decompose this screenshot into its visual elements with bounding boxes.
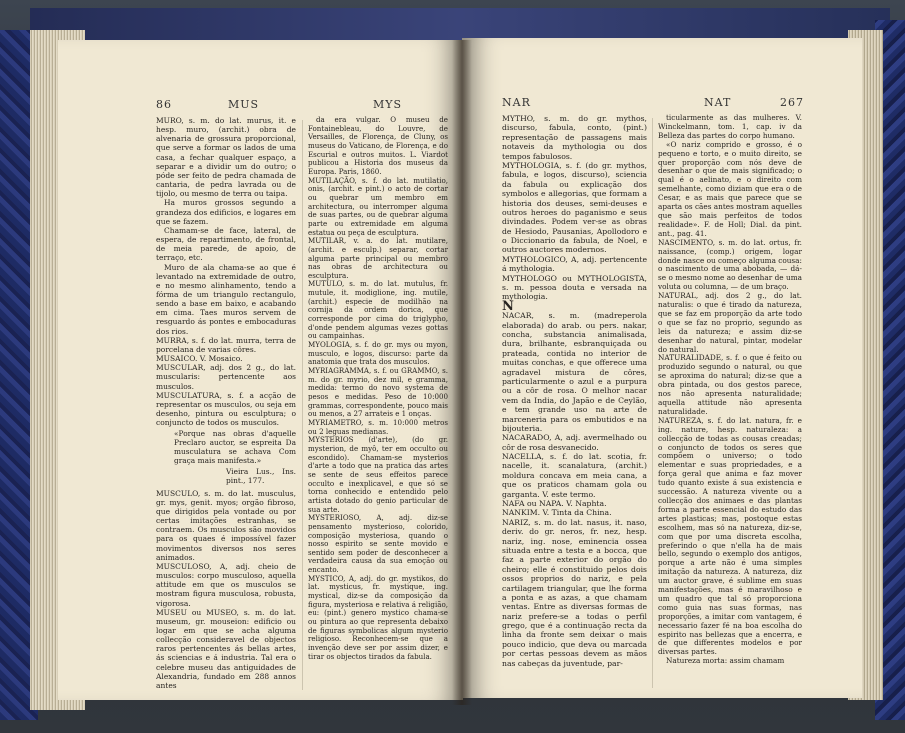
dictionary-entry: MYRIAMETRO, s. m. 10:000 metros ou 2 leguas medianas. — [308, 417, 448, 436]
paragraph: ticularmente as das mulheres. V. Winckelmann, tom. 1, cap. iv da Belleza das partes do corpo humano. — [658, 114, 802, 140]
paragraph: Ha muros grossos segundo a grandeza dos edificios, e logares em que se fazem. — [156, 198, 296, 226]
paragraph: Muro de ala chama-se ao que é levantado na extremidade de outro, e no mesmo alinhamento, tendo a fórma de um triangulo rectangulo, sendo a base em baixo, e acabando em cima. Taes muros servem de resguardo ás pontes e embocaduras dos rios. — [156, 262, 296, 336]
dictionary-entry: NACAR, s. m. (madreperola elaborada) do arab. ou pers. nakar, concha, substancia animalisada, dura, brilhante, esbranquiçada ou prateada, contida no interior de muitas conchas, e que offerece uma agradavel mistura de côres, particularmente o azul e a purpura ou a côr de rosa. O melhor nacar vem da India, do Japão e de Ceylão, e tem grande uso na arte de marceneria para os embutidos e na bijouteria. — [502, 311, 647, 433]
dictionary-entry: MYTHOLOGICO, A, adj. pertencente á mythologia. — [502, 254, 647, 274]
dictionary-entry: NATURAL, adj. dos 2 g., do lat. naturalis: o que é tirado da natureza, que se faz em proporção da arte todo o que se faz no proprio, segundo as leis da natureza; e assim diz-se desenhar do natural, pintar, modelar do natural. — [658, 291, 802, 354]
paragraph: «O nariz comprido e grosso, é o pequeno e torto, e o muito direito, se quer proporção com nós deve de desenhar o que de mais significado; o qual é o aelinato, e o direito com semelhante, como diziam que era o de Cesar, e as mais que parece que se aparta os cães antes mostram aquelles que são mais perfeitos de todos realidade». F. de Holl; Dial. da pint. ant., pag. 41. — [658, 139, 802, 238]
dictionary-entry: MUSCULO, s. m. do lat. musculus, gr. mys, genit. myos; orgão fibroso, que dirigidos pela vontade ou por certas imitações estranhas, se contraem. Os musculos são movidos para os quaes é impossível fazer movimentos diversos nos seres animados. — [156, 488, 296, 562]
left-page-number: 86 — [156, 98, 172, 111]
right-column-1 — [502, 114, 647, 668]
column-divider — [302, 120, 303, 690]
paragraph: Natureza morta: assim chamam — [666, 656, 785, 666]
paragraph: Chamam-se de face, lateral, de espera, de repartimento, de frontal, de meia parede, de apoio, de terraço, etc. — [156, 225, 296, 263]
dictionary-entry: NANKIM. V. Tinta da China. — [502, 508, 612, 518]
right-header-word-2: NAT — [704, 96, 732, 109]
left-column-1 — [156, 116, 296, 690]
right-page-number: 267 — [780, 96, 804, 109]
dictionary-entry: MYOLOGIA, s. f. do gr. mys ou myon, musculo, e logos, discurso: parte da anatomia que trata dos musculos. — [308, 340, 448, 367]
dictionary-entry: MUSCULATURA, s. f. a acção de representar os musculos, ou seja em desenho, pintura ou esculptura; o conjuncto de todos os musculos. — [156, 390, 296, 428]
paragraph: da era vulgar. O museu de Fontainebleau, do Louvre, de Versailles, de Florença, de Cluny, os museus do Vaticano, de Florença, e do Escurial e outros muitos. L. Viardot publicou a Historia dos museus da Europa. Paris, 1860. — [308, 116, 448, 176]
dictionary-entry: NAFA ou NAPA. V. Naphta. — [502, 499, 607, 509]
right-header-word-1: NAR — [502, 96, 531, 109]
quotation: «Porque nas obras d'aquelle Preclaro auctor, se espreita Da musculatura se achava Com graça mais manifesta.» — [174, 429, 296, 466]
dictionary-entry: MUSCULAR, adj. dos 2 g., do lat. muscularis: pertencente aos musculos. — [156, 363, 296, 391]
right-column-2 — [658, 114, 802, 666]
left-column-2 — [308, 116, 448, 661]
quotation-source: Vieira Lus., Ins. pint., 177. — [226, 467, 296, 486]
dictionary-entry: MUSAICO. V. Mosaico. — [156, 354, 243, 364]
right-page — [462, 38, 862, 698]
dictionary-entry: NARIZ, s. m. do lat. nasus, it. naso, deriv. do gr. neros, fr. nez, hesp. nariz, ing. nose, eminencia ossea situada entre a testa e a bocca, que faz a parte exterior do orgão do cheiro; elle é constituido pelos dois ossos proprios do nariz, e pela cartilagem triangular, que lhe forma a ponta e as azas, a que chamam ventas. Entre as diversas formas de nariz prefere-se a todas o perfil grego, que é a continuação recta da linha da fronte sem deixar o mais pouco indicio, que deva ou marcada por certas pessoas devem as mãos nas cabeças da juventude, par- — [502, 517, 647, 668]
dictionary-entry: MYSTERIOS (d'arte), (do gr. mysterion, de myô, ter em occulto ou escondido). Chamam-se mysterios d'arte a todo que na pratica das artes se sente de seus effeitos parece occulto e inexplicavel, e que só se torna conhecido e entendido pelo artista dotado do genio particular de sua arte. — [308, 435, 448, 514]
dictionary-entry: MYRIAGRAMMA, s. f. ou GRAMMO, s. m. do gr. myrio, dez mil, e gramma, medida: termo do novo systema de pesos e medidas. Peso de 10:000 grammas, correspondente, pouco mais ou menos, a 27 arrateis e 1 onças. — [308, 366, 448, 419]
column-divider — [652, 118, 653, 688]
dictionary-entry: MUSEU ou MUSEO, s. m. do lat. museum, gr. mouseion: edificio ou logar em que se acha alguma collecção consideravel de objectos raros pertencentes ás bellas artes, ás sciencias e á industria. Tal era o celebre museu das antiguidades de Alexandria, fundado em 288 annos antes — [156, 607, 296, 690]
dictionary-entry: NASCIMENTO, s. m. do lat. ortus, fr. naissance, (comp.) origem, logar donde nasce ou começo alguma cousa: o nascimento de uma abobada, — dá-se o mesmo nome ao desenhar de uma voluta ou columna, — de um braço. — [658, 237, 802, 292]
dictionary-entry: MURO, s. m. do lat. murus, it. e hesp. muro, (archit.) obra de alvenaria de grossura proporcional, que serve a formar os lados de uma casa, a fechar qualquer espaço, a separar e a dividir um do outro; o póde ser feito de pedra chamada de cantaria, de pedra lavrada ou de tijolo, ou mesmo de terra ou taipa. — [156, 116, 296, 199]
dictionary-entry: MYTHOLOGIA, s. f. (do gr. mythos, fabula, e logos, discurso), sciencia da fabula ou explicação dos symbolos e allegorias, que formam a historia dos deuses, semi-deuses e outros heroes do paganismo e seus divindades. Podem ver-se as obras de Hesiodo, Pausanias, Apollodoro e o Diccionario da fabula, de Noel, e outros auctores modernos. — [502, 160, 647, 255]
section-letter: N — [502, 298, 514, 314]
dictionary-entry: MYSTERIOSO, A, adj. diz-se pensamento mysterioso, colorido, composição mysteriosa, quando o nosso espirito se sente movido e sentido sem poder de desconhecer a verdadeira causa da sua emoção ou encanto. — [308, 513, 448, 575]
dictionary-entry: MYSTICO, A, adj. do gr. mystikos, do lat. mysticus, fr. mystique, ing. mystical, diz-se da composição da figura, mysteriosa e relativa á religião, eu: (pint.) genero mystico chama-se ou pintura ao que representa debaixo de figuras symbolicas algum mysterio religioso. Reconhecem-se que a invenção deve ser por assim dizer, e tirar os objectos tirados da fabula. — [308, 573, 448, 661]
dictionary-entry: MUTULO, s. m. do lat. mutulus, fr. mutule, it. modiglione, ing. mutile, (archit.) especie de modilhão na cornija da ordem dorica, que corresponde por cima do triglypho, d'onde pendem algumas vezes gottas ou campainhas. — [308, 279, 448, 341]
left-header-word-2: MYS — [373, 98, 403, 111]
left-header-word-1: MUS — [228, 98, 260, 111]
dictionary-entry: MYTHOLOGO ou MYTHOLOGISTA, s. m. pessoa douta e versada na mythologia. — [502, 273, 647, 302]
dictionary-entry: NATURALIDADE, s. f. o que é feito ou produzido segundo o natural, ou que se aproxima do natural; diz-se que a obra pintada, ou dos gestos parece, nos não apresenta naturalidade; aquella attitude não apresenta naturalidade. — [658, 353, 802, 416]
left-page — [58, 40, 463, 700]
dictionary-entry: MUTILAÇÃO, s. f. do lat. mutilatio, onis, (archit. e pint.) o acto de cortar ou quebrar um membro em architectura, ou interromper alguma de suas partes, ou de quebrar alguma parte ou extremidade em alguma estatua ou peça de esculptura. — [308, 175, 448, 237]
dictionary-entry: MURRA, s. f. do lat. murra, terra de porcelana de varias côres. — [156, 335, 296, 354]
dictionary-entry: MYTHO, s. m. do gr. mythos, discurso, fabula, conto, (pint.) representação de passagens mais notaveis da mythologia ou dos tempos fabulosos. — [502, 114, 647, 161]
dictionary-entry: MUTILAR, v. a. do lat. mutilare, (archit. e esculp.) separar, cortar alguma parte principal ou membro nas obras de architectura ou esculptura. — [308, 236, 448, 280]
dictionary-entry: NATUREZA, s. f. do lat. natura, fr. e ing. nature, hesp. naturaleza: a collecção de todas as cousas creadas; o conjuncto de todos os seres que compõem o universo; o todo elementar e suas propriedades, e a força geral que anima e faz mover tudo quanto existe á sua existencia e successão. A natureza vivente ou a collecção dos animaes e das plantas forma a parte essencial do estudo das artes plasticas; mas, postoque estas escolhem, mas só na natureza, diz-se, com que por uma discreta escolha, preferindo o que n'ella ha de mais bello, segundo o exemplo dos antigos, porque a arte não é uma simples imitação da natureza. A natureza, diz um auctor grave, é sublime em suas manifestações, mas é maravilhoso e um quadro que tal só proporciona como guia nas suas formas, nas proporções, a imitar com vantagem, é necessario fazer fé na boa escolha do espirito nas bellezas que a encerra, e de que differentes modelos e por diversas partes. — [658, 415, 802, 657]
dictionary-entry: NACARADO, A, adj. avermelhado ou côr de rosa desvanecido. — [502, 433, 647, 452]
book-gutter — [452, 40, 472, 705]
dictionary-entry: MUSCULOSO, A, adj. cheio de musculos: corpo musculoso, aquella attitude em que os musculos se mostram figura musculosa, robusta, vigorosa. — [156, 561, 296, 608]
dictionary-entry: NACELLA, s. f. do lat. scotia, fr. nacelle, it. scanalatura, (archit.) moldura concava em meia cana, a que os praticos chamam gola ou garganta. V. este termo. — [502, 452, 647, 499]
